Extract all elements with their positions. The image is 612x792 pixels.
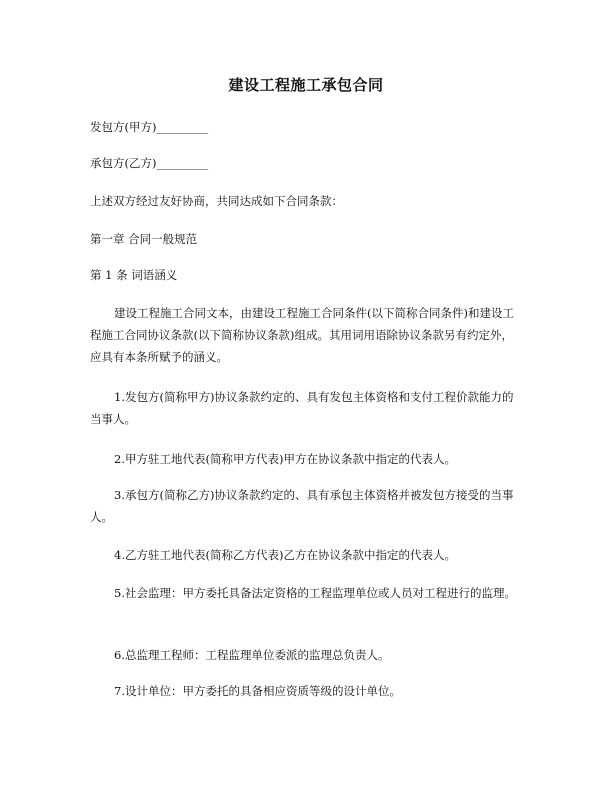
list-item: 5.社会监理：甲方委托具备法定资格的工程监理单位或人员对工程进行的监理。 bbox=[114, 586, 516, 600]
article-heading: 第 1 条 词语涵义 bbox=[90, 268, 178, 282]
list-item: 6.总监理工程师：工程监理单位委派的监理总负责人。 bbox=[114, 648, 390, 662]
list-item: 7.设计单位：甲方委托的具备相应资质等级的设计单位。 bbox=[114, 684, 401, 698]
party-a-line: 发包方(甲方)_________ bbox=[90, 120, 209, 134]
list-item: 1.发包方(简称甲方)协议条款约定的、具有发包主体资格和支付工程价款能力的当事人。 bbox=[90, 390, 514, 426]
chapter-heading: 第一章 合同一般规范 bbox=[90, 232, 198, 246]
document-title: 建设工程施工承包合同 bbox=[228, 76, 384, 94]
list-item: 3.承包方(简称乙方)协议条款约定的、具有承包主体资格并被发包方接受的当事人。 bbox=[90, 488, 514, 524]
list-item: 4.乙方驻工地代表(简称乙方代表)乙方在协议条款中指定的代表人。 bbox=[114, 548, 456, 562]
definition-paragraph: 建设工程施工合同文本，由建设工程施工合同条件(以下简称合同条件)和建设工程施工合同协议条款(以下简称协议条款)组成。其用词用语除协议条款另有约定外，应具有本条所赋予的涵义。 bbox=[90, 306, 514, 364]
list-item: 2.甲方驻工地代表(简称甲方代表)甲方在协议条款中指定的代表人。 bbox=[114, 452, 456, 466]
intro-paragraph: 上述双方经过友好协商，共同达成如下合同条款： bbox=[90, 194, 343, 208]
party-b-line: 承包方(乙方)_________ bbox=[90, 156, 209, 170]
